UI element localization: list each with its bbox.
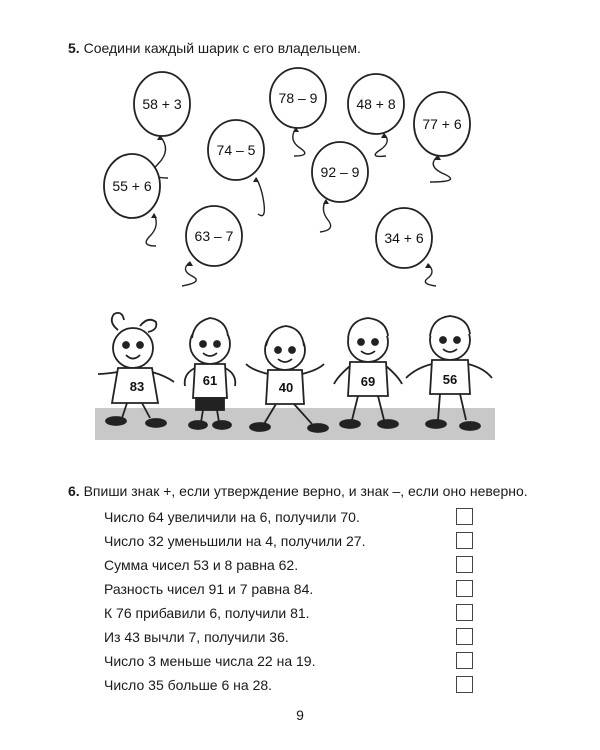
balloon	[376, 208, 436, 286]
answer-box[interactable]	[456, 628, 473, 645]
statement-row	[104, 505, 484, 529]
statement-text: Сумма чисел 53 и 8 равна 62.	[104, 557, 299, 573]
statement-text: Разность чисел 91 и 7 равна 84.	[104, 581, 314, 597]
balloon-expression: 48 + 8	[356, 96, 396, 112]
balloon	[270, 68, 326, 156]
statement-list	[104, 505, 484, 697]
child-number: 83	[129, 379, 145, 394]
balloon-expression: 34 + 6	[384, 230, 424, 246]
answer-box[interactable]	[456, 580, 473, 597]
task-6-number: 6.	[68, 483, 80, 499]
answer-box[interactable]	[456, 652, 473, 669]
answer-box[interactable]	[456, 532, 473, 549]
balloon-expression: 63 – 7	[194, 228, 234, 244]
balloon-expression: 58 + 3	[142, 96, 182, 112]
balloon-expression: 92 – 9	[320, 164, 360, 180]
task-5-text: Соедини каждый шарик с его владельцем.	[83, 40, 361, 56]
statement-text: Число 35 больше 6 на 28.	[104, 677, 273, 693]
child-number: 69	[360, 374, 376, 389]
statement-row	[104, 625, 484, 649]
balloon	[104, 154, 160, 246]
answer-box[interactable]	[456, 508, 473, 525]
balloon	[182, 206, 242, 286]
balloon-string	[146, 214, 156, 246]
statement-text: Число 32 уменьшили на 4, получили 27.	[104, 533, 366, 549]
statement-row	[104, 553, 484, 577]
balloon-expression: 78 – 9	[278, 90, 318, 106]
statement-row	[104, 577, 484, 601]
statement-text: К 76 прибавили 6, получили 81.	[104, 605, 310, 621]
statement-row	[104, 673, 484, 697]
balloon	[208, 120, 264, 216]
child-number: 61	[202, 373, 218, 388]
task-5-number: 5.	[68, 40, 80, 56]
statement-text: Число 64 увеличили на 6, получили 70.	[104, 509, 360, 525]
page-number: 9	[296, 707, 304, 723]
task-6-text: Впиши знак +, если утверждение верно, и знак –, если оно неверно.	[83, 483, 528, 499]
child-number: 56	[442, 372, 458, 387]
statement-text: Из 43 вычли 7, получили 36.	[104, 629, 289, 645]
answer-box[interactable]	[456, 604, 473, 621]
balloon	[312, 142, 368, 232]
balloon-expression: 77 + 6	[422, 116, 462, 132]
statement-row	[104, 601, 484, 625]
statement-row	[104, 529, 484, 553]
answer-box[interactable]	[456, 676, 473, 693]
answer-box[interactable]	[456, 556, 473, 573]
balloon	[414, 92, 470, 182]
balloon-expression: 55 + 6	[112, 178, 152, 194]
statement-row	[104, 649, 484, 673]
child-number: 40	[278, 380, 294, 395]
statement-text: Число 3 меньше числа 22 на 19.	[104, 653, 316, 669]
balloon-string	[320, 200, 331, 232]
task-6-heading	[68, 482, 528, 500]
balloon-expression: 74 – 5	[216, 142, 256, 158]
balloon-group	[104, 68, 470, 286]
balloon	[348, 74, 404, 156]
balloon-string	[256, 178, 264, 216]
balloon-string	[293, 128, 305, 156]
